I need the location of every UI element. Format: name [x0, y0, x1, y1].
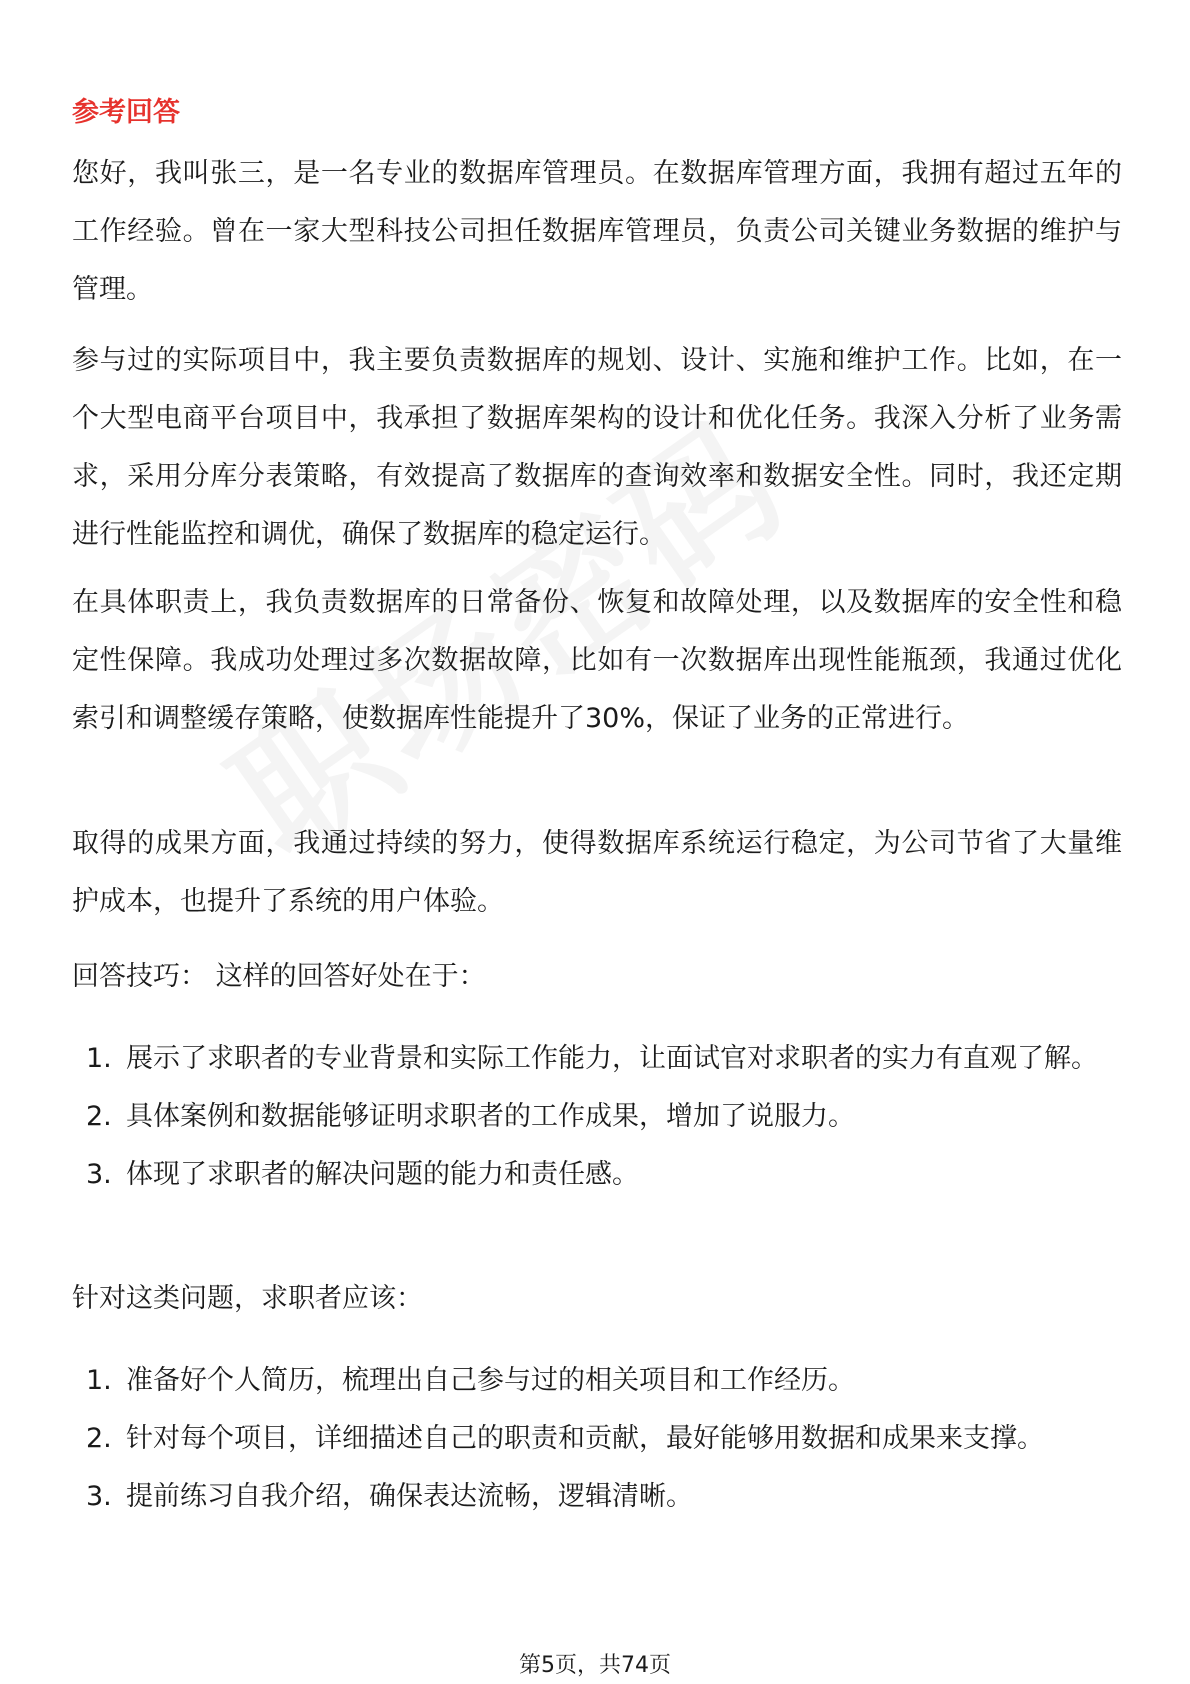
list-item-text: 针对每个项目，详细描述自己的职责和贡献，最好能够用数据和成果来支撑。	[126, 1423, 1044, 1454]
list-number: 2.	[86, 1423, 112, 1454]
list-item	[72, 1146, 1122, 1204]
list-item	[72, 1088, 1122, 1146]
paragraph-results: 取得的成果方面，我通过持续的努力，使得数据库系统运行稳定，为公司节省了大量维护成本，也提升了系统的用户体验。	[72, 828, 1122, 917]
paragraph-advice-intro: 针对这类问题，求职者应该：	[72, 1283, 423, 1314]
list-item-text: 展示了求职者的专业背景和实际工作能力，让面试官对求职者的实力有直观了解。	[126, 1043, 1098, 1074]
paragraph-tips-intro: 回答技巧： 这样的回答好处在于：	[72, 961, 486, 992]
list-number: 1.	[86, 1043, 112, 1074]
list-item-text: 准备好个人简历，梳理出自己参与过的相关项目和工作经历。	[126, 1365, 855, 1396]
list-number: 2.	[86, 1101, 112, 1132]
list-item-text: 体现了求职者的解决问题的能力和责任感。	[126, 1159, 639, 1190]
advice-list	[72, 1352, 1122, 1526]
tips-list	[72, 1030, 1122, 1204]
list-item	[72, 1030, 1122, 1088]
list-number: 3.	[86, 1159, 112, 1190]
list-number: 3.	[86, 1481, 112, 1512]
list-number: 1.	[86, 1365, 112, 1396]
list-item	[72, 1352, 1122, 1410]
list-item-text: 具体案例和数据能够证明求职者的工作成果，增加了说服力。	[126, 1101, 855, 1132]
paragraph-duties: 在具体职责上，我负责数据库的日常备份、恢复和故障处理，以及数据库的安全性和稳定性保障。我成功处理过多次数据故障，比如有一次数据库出现性能瓶颈，我通过优化索引和调整缓存策略，使数据库性能提升了30%，保证了业务的正常进行。	[72, 587, 1122, 734]
list-item-text: 提前练习自我介绍，确保表达流畅，逻辑清晰。	[126, 1481, 693, 1512]
section-heading: 参考回答	[72, 97, 180, 128]
list-item	[72, 1468, 1122, 1526]
paragraph-projects: 参与过的实际项目中，我主要负责数据库的规划、设计、实施和维护工作。比如，在一个大型电商平台项目中，我承担了数据库架构的设计和优化任务。我深入分析了业务需求，采用分库分表策略，有效提高了数据库的查询效率和数据安全性。同时，我还定期进行性能监控和调优，确保了数据库的稳定运行。	[72, 345, 1122, 550]
page-footer: 第5页，共74页	[519, 1653, 671, 1678]
paragraph-intro: 您好，我叫张三，是一名专业的数据库管理员。在数据库管理方面，我拥有超过五年的工作经验。曾在一家大型科技公司担任数据库管理员，负责公司关键业务数据的维护与管理。	[72, 158, 1122, 305]
list-item	[72, 1410, 1122, 1468]
